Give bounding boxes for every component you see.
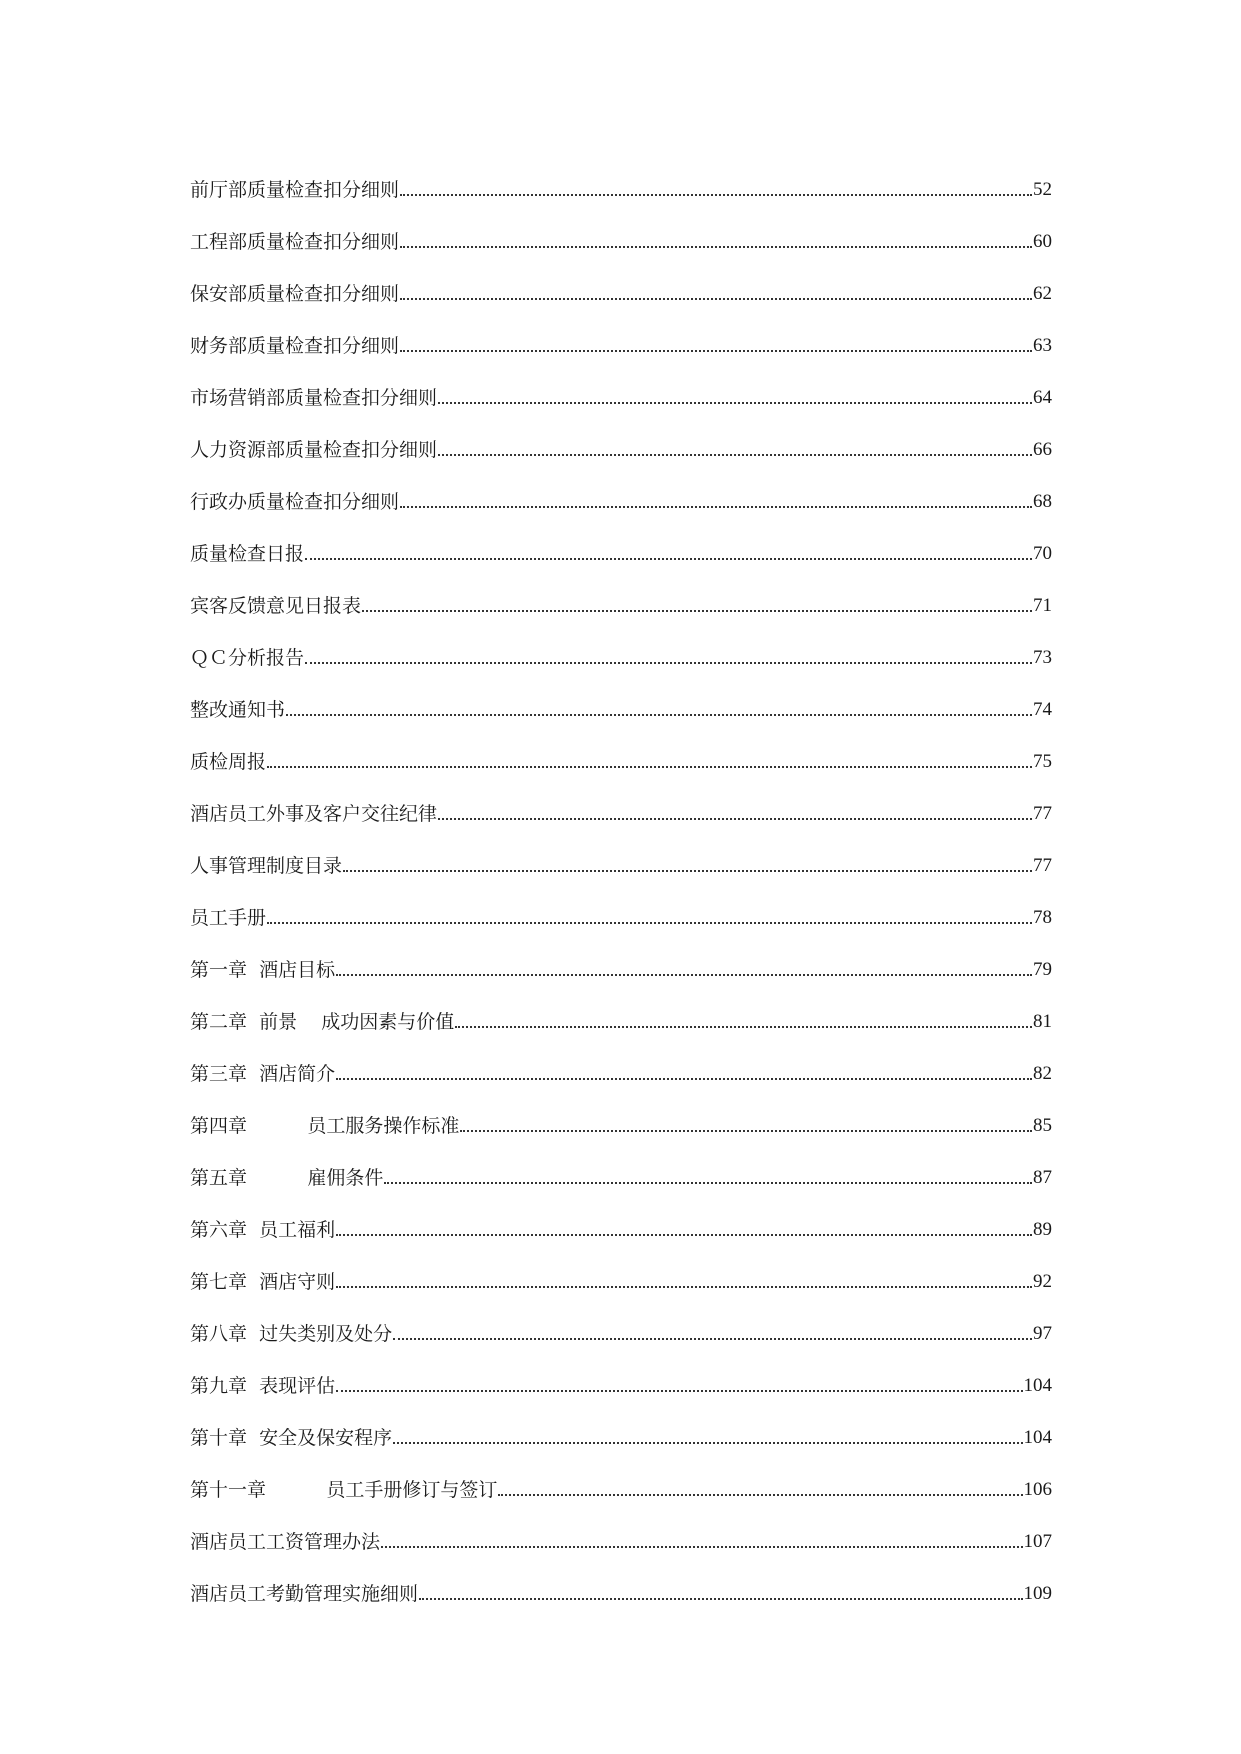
toc-entry-page-number: 74: [1033, 699, 1052, 720]
toc-entry[interactable]: [190, 775, 1052, 827]
toc-entry-page-number: 106: [1023, 1479, 1052, 1500]
toc-entry-page-number: 71: [1033, 595, 1052, 616]
toc-entry[interactable]: [190, 1503, 1052, 1555]
dot-leader: [400, 506, 1032, 508]
toc-entry-title: 财务部质量检查扣分细则: [190, 335, 400, 357]
dot-leader: [362, 610, 1032, 612]
toc-entry-page-number: 104: [1023, 1427, 1052, 1448]
toc-entry-title: 第五章 雇佣条件: [190, 1167, 384, 1189]
dot-leader: [286, 714, 1032, 716]
toc-entry[interactable]: [190, 1555, 1052, 1607]
toc-entry-title: 酒店员工工资管理办法: [190, 1531, 381, 1553]
dot-leader: [267, 922, 1032, 924]
toc-entry-page-number: 79: [1033, 959, 1052, 980]
dot-leader: [393, 1338, 1032, 1340]
toc-entry[interactable]: [190, 983, 1052, 1035]
toc-entry-page-number: 64: [1033, 387, 1052, 408]
toc-entry-page-number: 63: [1033, 335, 1052, 356]
dot-leader: [455, 1026, 1032, 1028]
toc-entry[interactable]: [190, 723, 1052, 775]
toc-entry[interactable]: [190, 1295, 1052, 1347]
toc-entry-page-number: 97: [1033, 1323, 1052, 1344]
dot-leader: [384, 1182, 1032, 1184]
toc-entry-title: 质量检查日报: [190, 543, 305, 565]
toc-entry[interactable]: [190, 1451, 1052, 1503]
toc-entry-title: 人事管理制度目录: [190, 855, 343, 877]
toc-entry-page-number: 81: [1033, 1011, 1052, 1032]
toc-entry[interactable]: [190, 203, 1052, 255]
toc-entry-page-number: 77: [1033, 855, 1052, 876]
dot-leader: [343, 870, 1032, 872]
toc-entry[interactable]: [190, 671, 1052, 723]
dot-leader: [400, 194, 1032, 196]
toc-entry[interactable]: [190, 359, 1052, 411]
toc-entry-page-number: 109: [1023, 1583, 1052, 1604]
toc-entry-title: 第八章 过失类别及处分: [190, 1323, 393, 1345]
toc-entry[interactable]: [190, 1087, 1052, 1139]
toc-entry-title: 酒店员工考勤管理实施细则: [190, 1583, 419, 1605]
toc-entry-page-number: 87: [1033, 1167, 1052, 1188]
toc-entry[interactable]: [190, 1243, 1052, 1295]
dot-leader: [438, 818, 1032, 820]
toc-entry[interactable]: [190, 463, 1052, 515]
toc-entry[interactable]: [190, 255, 1052, 307]
dot-leader: [438, 402, 1032, 404]
dot-leader: [498, 1494, 1022, 1496]
toc-entry-page-number: 77: [1033, 803, 1052, 824]
dot-leader: [438, 454, 1032, 456]
dot-leader: [267, 766, 1032, 768]
toc-entry-page-number: 85: [1033, 1115, 1052, 1136]
toc-entry[interactable]: [190, 1347, 1052, 1399]
dot-leader: [305, 662, 1032, 664]
toc-entry-page-number: 62: [1033, 283, 1052, 304]
toc-entry-title: 质检周报: [190, 751, 267, 773]
toc-entry-title: 第二章 前景 成功因素与价值: [190, 1011, 455, 1033]
toc-entry-page-number: 60: [1033, 231, 1052, 252]
dot-leader: [336, 1390, 1022, 1392]
toc-entry-title: 市场营销部质量检查扣分细则: [190, 387, 438, 409]
toc-entry-page-number: 66: [1033, 439, 1052, 460]
toc-entry-title: 第七章 酒店守则: [190, 1271, 336, 1293]
dot-leader: [393, 1442, 1022, 1444]
toc-entry-page-number: 75: [1033, 751, 1052, 772]
dot-leader: [336, 1286, 1032, 1288]
toc-entry-title: 第十章 安全及保安程序: [190, 1427, 393, 1449]
table-of-contents: [190, 151, 1052, 1607]
toc-entry-title: 酒店员工外事及客户交往纪律: [190, 803, 438, 825]
toc-entry-title: 第一章 酒店目标: [190, 959, 336, 981]
dot-leader: [400, 350, 1032, 352]
toc-entry-page-number: 107: [1023, 1531, 1052, 1552]
toc-entry-title: 第十一章 员工手册修订与签订: [190, 1479, 498, 1501]
dot-leader: [381, 1546, 1022, 1548]
dot-leader: [336, 1234, 1032, 1236]
toc-entry-title: 保安部质量检查扣分细则: [190, 283, 400, 305]
toc-entry[interactable]: [190, 567, 1052, 619]
toc-entry[interactable]: [190, 151, 1052, 203]
toc-entry[interactable]: [190, 515, 1052, 567]
toc-entry[interactable]: [190, 1139, 1052, 1191]
toc-entry-title: 工程部质量检查扣分细则: [190, 231, 400, 253]
toc-entry-page-number: 92: [1033, 1271, 1052, 1292]
toc-entry-title: 整改通知书: [190, 699, 286, 721]
dot-leader: [460, 1130, 1032, 1132]
toc-entry-page-number: 70: [1033, 543, 1052, 564]
dot-leader: [336, 974, 1032, 976]
toc-entry[interactable]: [190, 879, 1052, 931]
toc-entry-page-number: 104: [1023, 1375, 1052, 1396]
toc-entry[interactable]: [190, 1035, 1052, 1087]
toc-entry-title: 员工手册: [190, 907, 267, 929]
toc-entry-title: 宾客反馈意见日报表: [190, 595, 362, 617]
toc-entry-title: 人力资源部质量检查扣分细则: [190, 439, 438, 461]
toc-entry-title: 第六章 员工福利: [190, 1219, 336, 1241]
toc-entry-title: 第四章 员工服务操作标准: [190, 1115, 460, 1137]
toc-entry[interactable]: [190, 307, 1052, 359]
toc-entry[interactable]: [190, 1191, 1052, 1243]
dot-leader: [305, 558, 1032, 560]
toc-entry[interactable]: [190, 619, 1052, 671]
toc-entry-title: 第九章 表现评估: [190, 1375, 336, 1397]
toc-entry-page-number: 82: [1033, 1063, 1052, 1084]
toc-entry-title: ＱＣ分析报告: [190, 647, 305, 669]
toc-entry-title: 前厅部质量检查扣分细则: [190, 179, 400, 201]
dot-leader: [336, 1078, 1032, 1080]
toc-entry-title: 第三章 酒店简介: [190, 1063, 336, 1085]
toc-entry-page-number: 52: [1033, 179, 1052, 200]
toc-entry[interactable]: [190, 931, 1052, 983]
dot-leader: [400, 298, 1032, 300]
dot-leader: [419, 1598, 1022, 1600]
toc-entry-page-number: 68: [1033, 491, 1052, 512]
toc-entry-title: 行政办质量检查扣分细则: [190, 491, 400, 513]
toc-entry[interactable]: [190, 411, 1052, 463]
toc-entry-page-number: 73: [1033, 647, 1052, 668]
toc-entry[interactable]: [190, 827, 1052, 879]
toc-entry-page-number: 89: [1033, 1219, 1052, 1240]
toc-entry[interactable]: [190, 1399, 1052, 1451]
toc-entry-page-number: 78: [1033, 907, 1052, 928]
dot-leader: [400, 246, 1032, 248]
